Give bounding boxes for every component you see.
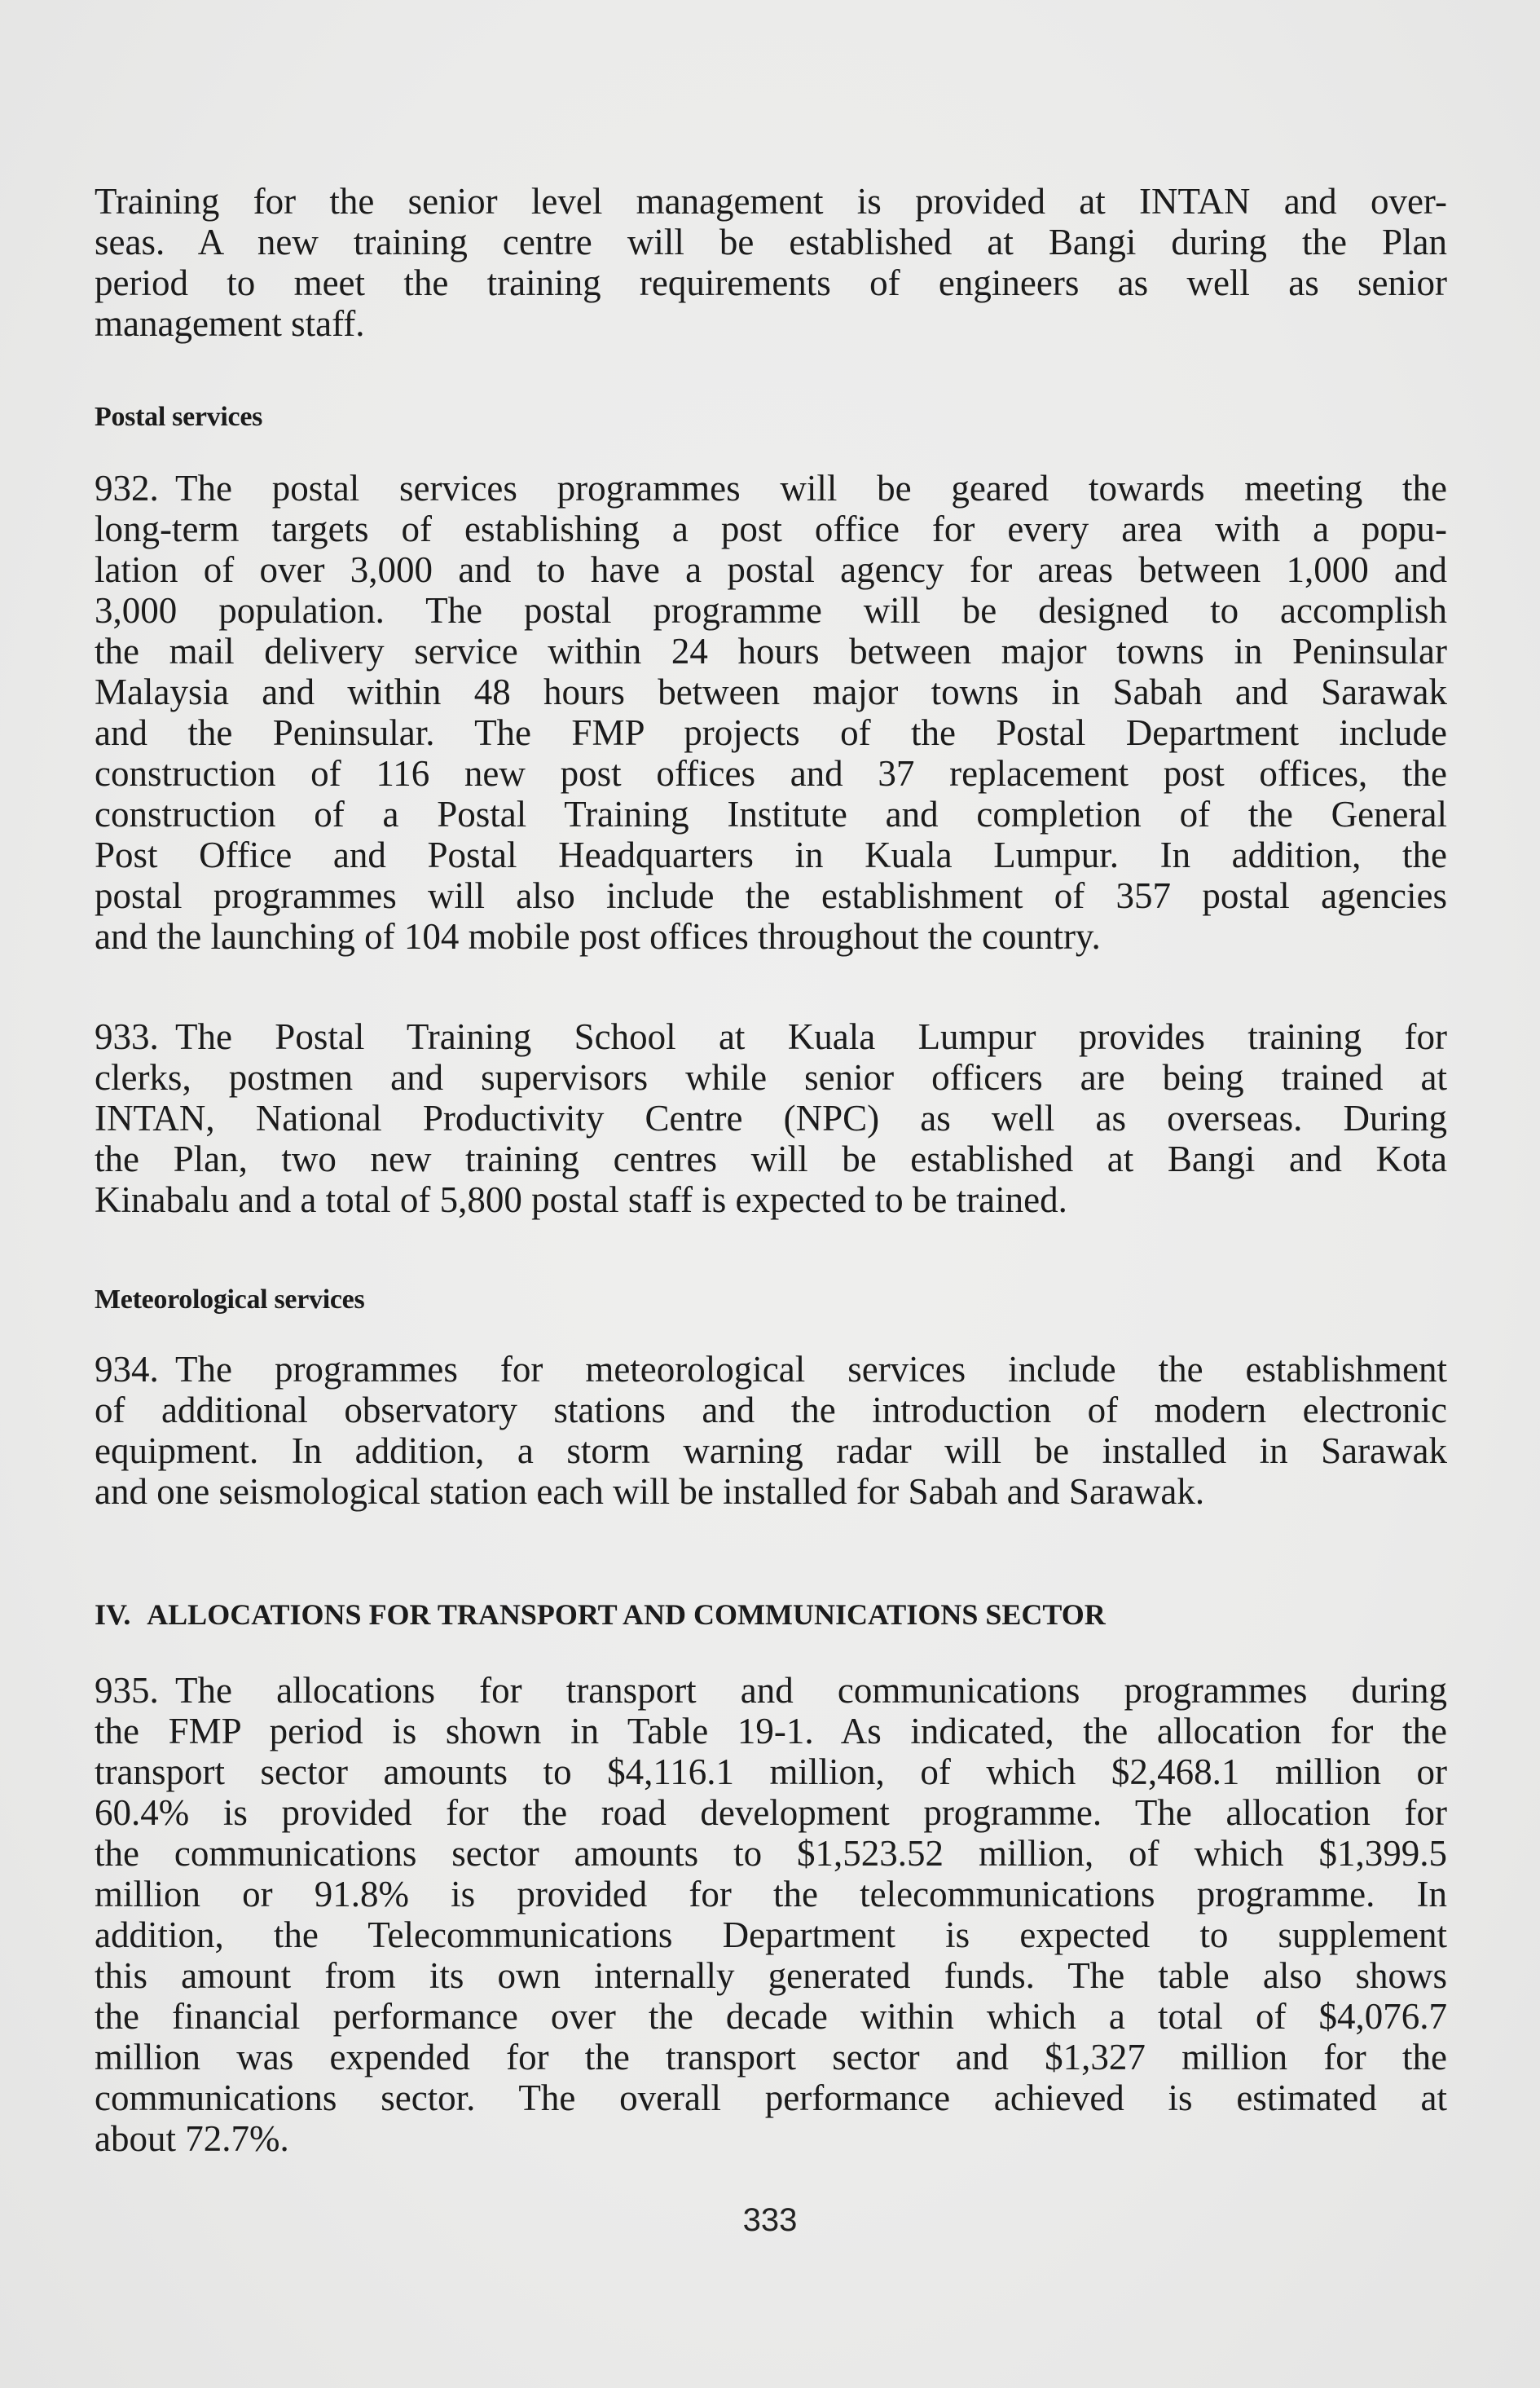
text-line: Kinabalu and a total of 5,800 postal staff is expected to be trained. [95,1179,1067,1220]
text-line-content: The postal services programmes will be geared towards meeting the [175,468,1447,509]
text-line: 3,000 population. The postal programme will be designed to accomplish [95,590,1447,631]
text-line: the communications sector amounts to $1,523.52 million, of which $1,399.5 [95,1833,1447,1874]
text-line [95,1670,1447,1711]
page-number: 333 [742,2202,798,2238]
text-line: communications sector. The overall performance achieved is estimated at [95,2077,1447,2118]
text-line: construction of a Postal Training Institute and completion of the General [95,794,1447,835]
text-line: this amount from its own internally generated funds. The table also shows [95,1955,1447,1996]
paragraph-933 [95,1016,1447,1220]
text-line: seas. A new training centre will be established at Bangi during the Plan [95,222,1447,262]
text-line-content: The programmes for meteorological services include the establishment [175,1349,1447,1390]
text-line [95,1016,1447,1057]
text-line: 60.4% is provided for the road development programme. The allocation for [95,1792,1447,1833]
text-line: million was expended for the transport sector and $1,327 million for the [95,2037,1447,2077]
paragraph-934 [95,1349,1447,1512]
text-line-content: The allocations for transport and communications programmes during [175,1670,1447,1711]
text-line: clerks, postmen and supervisors while senior officers are being trained at [95,1057,1447,1098]
text-line: lation of over 3,000 and to have a postal agency for areas between 1,000 and [95,549,1447,590]
text-line: the FMP period is shown in Table 19-1. As indicated, the allocation for the [95,1711,1447,1751]
text-line: the financial performance over the decade within which a total of $4,076.7 [95,1996,1447,2037]
subheading-meteorological-services: Meteorological services [95,1284,365,1315]
text-line: Post Office and Postal Headquarters in Kuala Lumpur. In addition, the [95,835,1447,875]
text-line: million or 91.8% is provided for the telecommunications programme. In [95,1874,1447,1914]
text-line: equipment. In addition, a storm warning radar will be installed in Sarawak [95,1430,1447,1471]
text-line: transport sector amounts to $4,116.1 million, of which $2,468.1 million or [95,1751,1447,1792]
paragraph-935 [95,1670,1447,2159]
paragraph-intro [95,181,1447,344]
paragraph-932 [95,468,1447,957]
text-line: the mail delivery service within 24 hours between major towns in Peninsular [95,631,1447,672]
paragraph-number: 933. [95,1016,159,1057]
section-number: IV. [95,1598,131,1631]
paragraph-number: 935. [95,1670,159,1711]
text-line: long-term targets of establishing a post office for every area with a popu- [95,509,1447,549]
text-line: and the Peninsular. The FMP projects of the Postal Department include [95,712,1447,753]
text-line: addition, the Telecommunications Department is expected to supplement [95,1914,1447,1955]
text-line: Malaysia and within 48 hours between major towns in Sabah and Sarawak [95,672,1447,712]
text-line: the Plan, two new training centres will be established at Bangi and Kota [95,1139,1447,1179]
text-line [95,1349,1447,1390]
text-line: and the launching of 104 mobile post offices throughout the country. [95,916,1101,957]
text-line: period to meet the training requirements of engineers as well as senior [95,262,1447,303]
text-line: about 72.7%. [95,2118,289,2159]
text-line [95,468,1447,509]
text-line: construction of 116 new post offices and 37 replacement post offices, the [95,753,1447,794]
text-line: and one seismological station each will be installed for Sabah and Sarawak. [95,1471,1205,1512]
text-line: INTAN, National Productivity Centre (NPC) as well as overseas. During [95,1098,1447,1139]
paragraph-number: 932. [95,468,159,509]
text-line: Training for the senior level management is provided at INTAN and over- [95,181,1447,222]
text-line: postal programmes will also include the establishment of 357 postal agencies [95,875,1447,916]
section-title: ALLOCATIONS FOR TRANSPORT AND COMMUNICATIONS SECTOR [147,1598,1106,1631]
text-line: of additional observatory stations and the introduction of modern electronic [95,1390,1447,1430]
paragraph-number: 934. [95,1349,159,1390]
section-heading [95,1598,1106,1631]
text-line-content: The Postal Training School at Kuala Lumpur provides training for [175,1016,1447,1057]
subheading-postal-services: Postal services [95,402,263,432]
text-line: management staff. [95,303,365,344]
